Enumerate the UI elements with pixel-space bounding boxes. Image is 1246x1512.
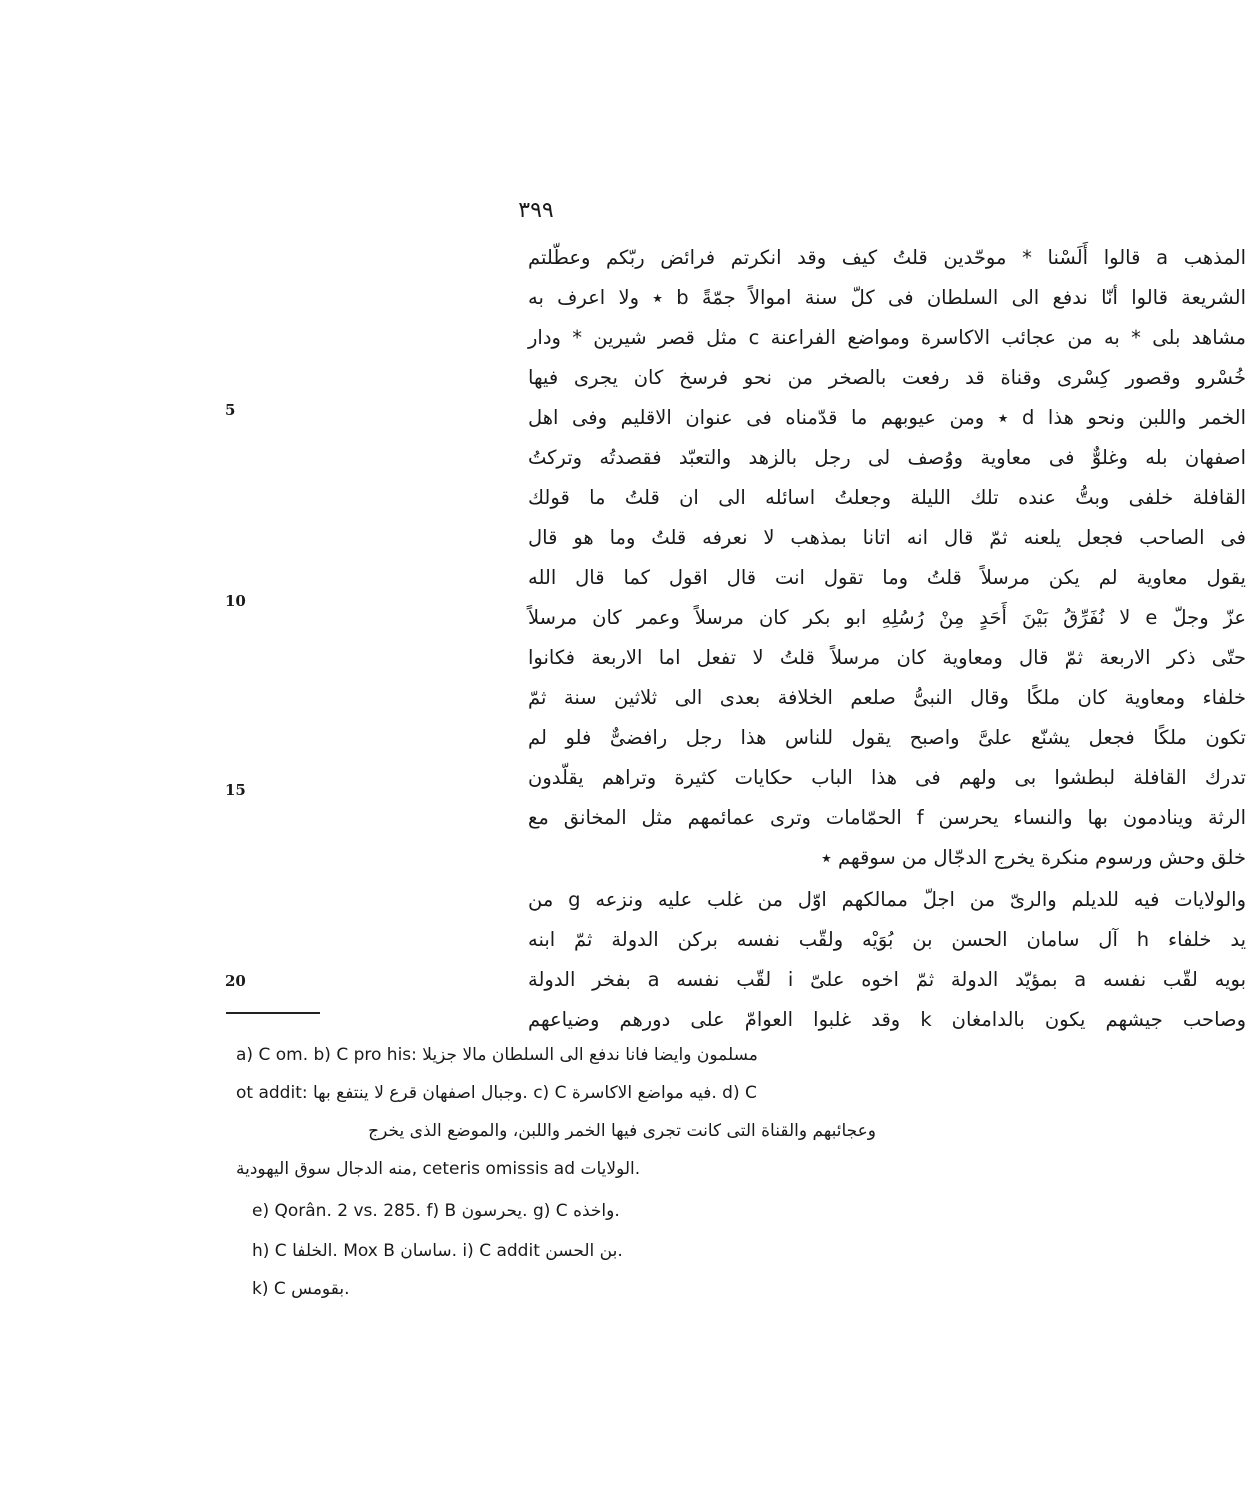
text-line: بويه لقّب نفسه a بمؤيّد الدولة ثمّ اخوه علىّ i لقّب نفسه a بفخر الدولة (528, 968, 1246, 991)
footnote-line: وعجائبهم والقناة التى كانت تجرى فيها الخمر واللبن، والموضع الذى يخرج (368, 1121, 876, 1141)
text-line: والولايات فيه للديلم والرىّ من اجلّ ممالكهم اوّل من غلب عليه ونزعه g من (528, 888, 1246, 911)
line-number-10: 10 (225, 592, 246, 610)
text-line: الخمر واللبن ونحو هذا d ٭ ومن عيوبهم ما قدّمناه فى عنوان الاقليم وفى اهل (528, 406, 1246, 429)
text-line: تكون ملكًا فجعل يشنّع علىَّ واصبح يقول للناس هذا رجل رافضىٌّ فلو لم (528, 726, 1246, 749)
text-line: اصفهان بله وغلوٌّ فى معاوية ووُصف لى رجل بالزهد والتعبّد فقصدتُه وتركتُ (528, 446, 1246, 469)
text-line: المذهب a قالوا أَلَسْنا * موحّدين قلتُ كيف وقد انكرتم فرائض ربّكم وعطّلتم (528, 246, 1246, 269)
text-line: مشاهد بلى * به من عجائب الاكاسرة ومواضع الفراعنة c مثل قصر شيرين * ودار (528, 326, 1246, 349)
page-number: ٣٩٩ (518, 198, 554, 223)
text-line: يد خلفاء h آل سامان الحسن بن بُوَيْه ولقّب نفسه بركن الدولة ثمّ ابنه (528, 928, 1246, 951)
footnote-line: ot addit: وجبال اصفهان قرع لا ينتفع بها. c) C فيه مواضع الاكاسرة. d) C (236, 1083, 757, 1103)
text-line: القافلة خلفى وبتُّ عنده تلك الليلة وجعلتُ اسائله الى ان قلتُ ما قولك (528, 486, 1246, 509)
line-number-15: 15 (225, 781, 246, 799)
text-line: خلق وحش ورسوم منكرة يخرج الدجّال من سوقهم ٭ (821, 846, 1246, 869)
text-line: وصاحب جيشهم يكون بالدامغان k وقد غلبوا العوامّ على دورهم وضياعهم (528, 1008, 1246, 1031)
text-line: عزّ وجلّ e لا نُفَرِّقُ بَيْنَ أَحَدٍ مِنْ رُسُلِهِ ابو بكر كان مرسلاً وعمر كان مرسلاً (528, 606, 1246, 629)
footnote-line: منه الدجال سوق اليهودية, ceteris omissis ad الولايات. (236, 1159, 641, 1179)
text-line: خلفاء ومعاوية كان ملكًا وقال النبىُّ صلعم الخلافة بعدى الى ثلاثين سنة ثمّ (528, 686, 1246, 709)
text-line: الرثة وينادمون بها والنساء يحرسن f الحمّامات وترى عمائمهم مثل المخانق مع (528, 806, 1246, 829)
footnote-rule (226, 1012, 320, 1014)
text-line: حتّى ذكر الاربعة ثمّ قال ومعاوية كان مرسلاً قلتُ لا تفعل اما الاربعة فكانوا (528, 646, 1246, 669)
text-line: الشريعة قالوا أنّا ندفع الى السلطان فى كلّ سنة اموالاً جمّةً b ٭ ولا اعرف به (528, 286, 1246, 309)
text-line: تدرك القافلة لبطشوا بى ولهم فى هذا الباب حكايات كثيرة وتراهم يقلّدون (528, 766, 1246, 789)
text-line: يقول معاوية لم يكن مرسلاً قلتُ وما تقول انت قال اقول كما قال الله (528, 566, 1246, 589)
footnote-line: e) Qorân. 2 vs. 285. f) B يحرسون. g) C واخذه. (252, 1201, 620, 1221)
line-number-20: 20 (225, 972, 246, 990)
footnote-line: h) C الخلفا. Mox B ساسان. i) C addit بن الحسن. (252, 1241, 623, 1261)
footnote-line: k) C بقومس. (252, 1279, 350, 1299)
text-line: خُسْرو وقصور كِسْرى وقناة قد رفعت بالصخر من نحو فرسخ كان يجرى فيها (528, 366, 1246, 389)
text-line: فى الصاحب فجعل يلعنه ثمّ قال انه اتانا بمذهب لا نعرفه قلتُ وما هو قال (528, 526, 1246, 549)
footnote-line: a) C om. b) C pro his: مسلمون وايضا فانا ندفع الى السلطان مالا جزيلا (236, 1045, 758, 1065)
line-number-5: 5 (225, 401, 236, 419)
